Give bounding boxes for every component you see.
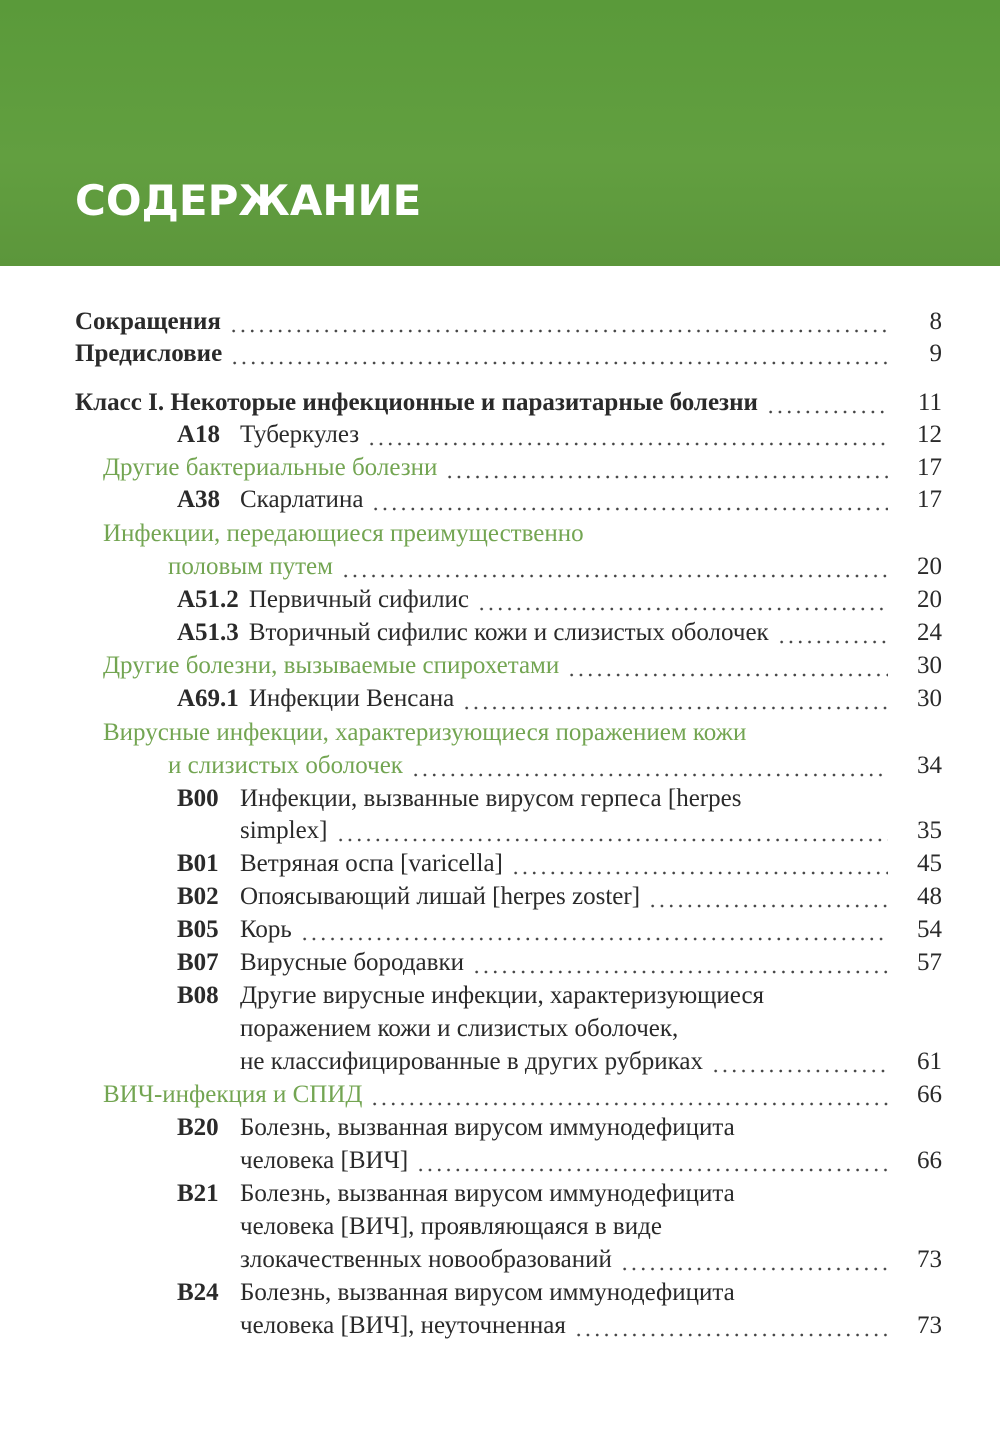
toc-title: Вирусные инфекции, характеризующиеся поражением кожи xyxy=(103,719,747,746)
toc-code: B21 xyxy=(177,1180,219,1207)
toc-entry-line[interactable] xyxy=(240,1012,942,1045)
toc-entry-line[interactable] xyxy=(177,880,942,913)
toc-title: Другие болезни, вызываемые спирохетами xyxy=(103,652,560,679)
toc-code: A51.2 xyxy=(177,586,239,613)
toc-entry-line[interactable] xyxy=(177,418,942,451)
dot-leader xyxy=(511,847,888,880)
page-number: 9 xyxy=(929,340,942,367)
dot-leader xyxy=(462,682,888,715)
page-number: 57 xyxy=(917,949,942,976)
dot-leader xyxy=(230,337,888,370)
toc-code: A69.1 xyxy=(177,685,239,712)
page-number: 17 xyxy=(917,454,942,481)
toc-title: Предисловие xyxy=(75,340,223,367)
toc-title: поражением кожи и слизистых оболочек, xyxy=(240,1015,679,1042)
toc-entry-line[interactable] xyxy=(240,814,942,847)
toc-code: B01 xyxy=(177,850,219,877)
toc-entry-line[interactable] xyxy=(177,847,942,880)
page-number: 11 xyxy=(917,389,942,416)
dot-leader xyxy=(336,814,889,847)
toc-title: Инфекции Венсана xyxy=(248,685,455,712)
toc-entry-line[interactable] xyxy=(75,337,942,370)
toc-entry-line[interactable] xyxy=(240,1045,942,1078)
toc-title: Первичный сифилис xyxy=(248,586,470,613)
toc-title: simplex] xyxy=(240,817,328,844)
toc-code: B20 xyxy=(177,1114,219,1141)
page-number: 17 xyxy=(917,486,942,513)
toc-title: злокачественных новообразований xyxy=(240,1246,612,1273)
toc-entry-line[interactable] xyxy=(177,682,942,715)
dot-leader xyxy=(711,1045,888,1078)
page-number: 66 xyxy=(917,1147,942,1174)
dot-leader xyxy=(472,946,888,979)
toc-entry-line[interactable] xyxy=(177,616,942,649)
dot-leader xyxy=(371,483,888,516)
toc-entry-line[interactable] xyxy=(240,1309,942,1342)
page-number: 20 xyxy=(917,553,942,580)
toc-title: человека [ВИЧ], проявляющаяся в виде xyxy=(240,1213,662,1240)
toc-entry-line[interactable] xyxy=(177,1177,942,1210)
dot-leader xyxy=(567,649,888,682)
toc-entry-line[interactable] xyxy=(168,550,942,583)
page-number: 8 xyxy=(929,308,942,335)
header-band xyxy=(0,0,1000,266)
toc-title: Другие вирусные инфекции, характеризующиеся xyxy=(240,982,765,1009)
toc-title: человека [ВИЧ], неуточненная xyxy=(240,1312,566,1339)
toc-code: B07 xyxy=(177,949,219,976)
toc-code: B24 xyxy=(177,1279,219,1306)
page-number: 48 xyxy=(917,883,942,910)
dot-leader xyxy=(411,749,888,782)
toc-entry-line[interactable] xyxy=(177,979,942,1012)
toc-title: Сокращения xyxy=(75,308,221,335)
dot-leader xyxy=(300,913,888,946)
toc-entry-line[interactable] xyxy=(177,782,942,815)
toc-entry-line[interactable] xyxy=(240,1243,942,1276)
dot-leader xyxy=(777,616,888,649)
toc-title: Туберкулез xyxy=(240,421,360,448)
toc-title: и слизистых оболочек xyxy=(168,752,403,779)
toc-title: Скарлатина xyxy=(240,486,364,513)
toc-title: не классифицированные в других рубриках xyxy=(240,1048,703,1075)
toc-entry-line[interactable] xyxy=(103,451,942,484)
dot-leader xyxy=(229,305,888,338)
page-number: 24 xyxy=(917,619,942,646)
page-title: СОДЕРЖАНИЕ xyxy=(75,176,422,225)
toc-code: A51.3 xyxy=(177,619,239,646)
toc-entry-line[interactable] xyxy=(240,1210,942,1243)
toc-entry-line[interactable] xyxy=(168,749,942,782)
toc-title: ВИЧ-инфекция и СПИД xyxy=(103,1081,363,1108)
page-number: 73 xyxy=(917,1312,942,1339)
toc-title: Болезнь, вызванная вирусом иммунодефицита xyxy=(240,1180,735,1207)
toc-entry-line[interactable] xyxy=(177,1276,942,1309)
toc-code: B02 xyxy=(177,883,219,910)
dot-leader xyxy=(416,1144,888,1177)
page-number: 12 xyxy=(917,421,942,448)
dot-leader xyxy=(477,583,888,616)
toc-title: Вторичный сифилис кожи и слизистых оболочек xyxy=(248,619,769,646)
toc-code: B05 xyxy=(177,916,219,943)
dot-leader xyxy=(367,418,888,451)
page-number: 73 xyxy=(917,1246,942,1273)
toc-entry-line[interactable] xyxy=(103,716,942,749)
dot-leader xyxy=(370,1078,888,1111)
page-number: 45 xyxy=(917,850,942,877)
page-number: 20 xyxy=(917,586,942,613)
toc-title: Ветряная оспа [varicella] xyxy=(240,850,503,877)
toc-entry-line[interactable] xyxy=(75,386,942,419)
toc-title: половым путем xyxy=(168,553,333,580)
dot-leader xyxy=(648,880,888,913)
page-number: 54 xyxy=(917,916,942,943)
toc-title: Корь xyxy=(240,916,292,943)
toc-entry-line[interactable] xyxy=(177,946,942,979)
toc-entry-line[interactable] xyxy=(240,1144,942,1177)
toc-entry-line[interactable] xyxy=(103,517,942,550)
toc-title: Другие бактериальные болезни xyxy=(103,454,438,481)
toc-entry-line[interactable] xyxy=(103,1078,942,1111)
toc-code: A38 xyxy=(177,486,221,513)
toc-entry-line[interactable] xyxy=(177,583,942,616)
toc-entry-line[interactable] xyxy=(177,483,942,516)
dot-leader xyxy=(766,386,888,419)
toc-title: человека [ВИЧ] xyxy=(240,1147,409,1174)
toc-title: Вирусные бородавки xyxy=(240,949,464,976)
toc-title: Болезнь, вызванная вирусом иммунодефицита xyxy=(240,1114,735,1141)
dot-leader xyxy=(574,1309,888,1342)
toc-title: Инфекции, передающиеся преимущественно xyxy=(103,520,584,547)
toc-entry-line[interactable] xyxy=(103,649,942,682)
page-number: 61 xyxy=(917,1048,942,1075)
page-number: 66 xyxy=(917,1081,942,1108)
toc-title: Болезнь, вызванная вирусом иммунодефицита xyxy=(240,1279,735,1306)
toc-entry-line[interactable] xyxy=(75,305,942,338)
toc-code: B00 xyxy=(177,785,219,812)
dot-leader xyxy=(620,1243,888,1276)
page-number: 34 xyxy=(917,752,942,779)
toc-title: Класс I. Некоторые инфекционные и паразитарные болезни xyxy=(75,389,758,416)
toc-title: Опоясывающий лишай [herpes zoster] xyxy=(240,883,641,910)
dot-leader xyxy=(341,550,888,583)
dot-leader xyxy=(445,451,888,484)
toc-code: A18 xyxy=(177,421,221,448)
toc-entry-line[interactable] xyxy=(177,913,942,946)
page-number: 30 xyxy=(917,685,942,712)
toc-code: B08 xyxy=(177,982,219,1009)
page-number: 30 xyxy=(917,652,942,679)
toc-title: Инфекции, вызванные вирусом герпеса [herpes xyxy=(240,785,742,812)
toc-entry-line[interactable] xyxy=(177,1111,942,1144)
page-number: 35 xyxy=(917,817,942,844)
